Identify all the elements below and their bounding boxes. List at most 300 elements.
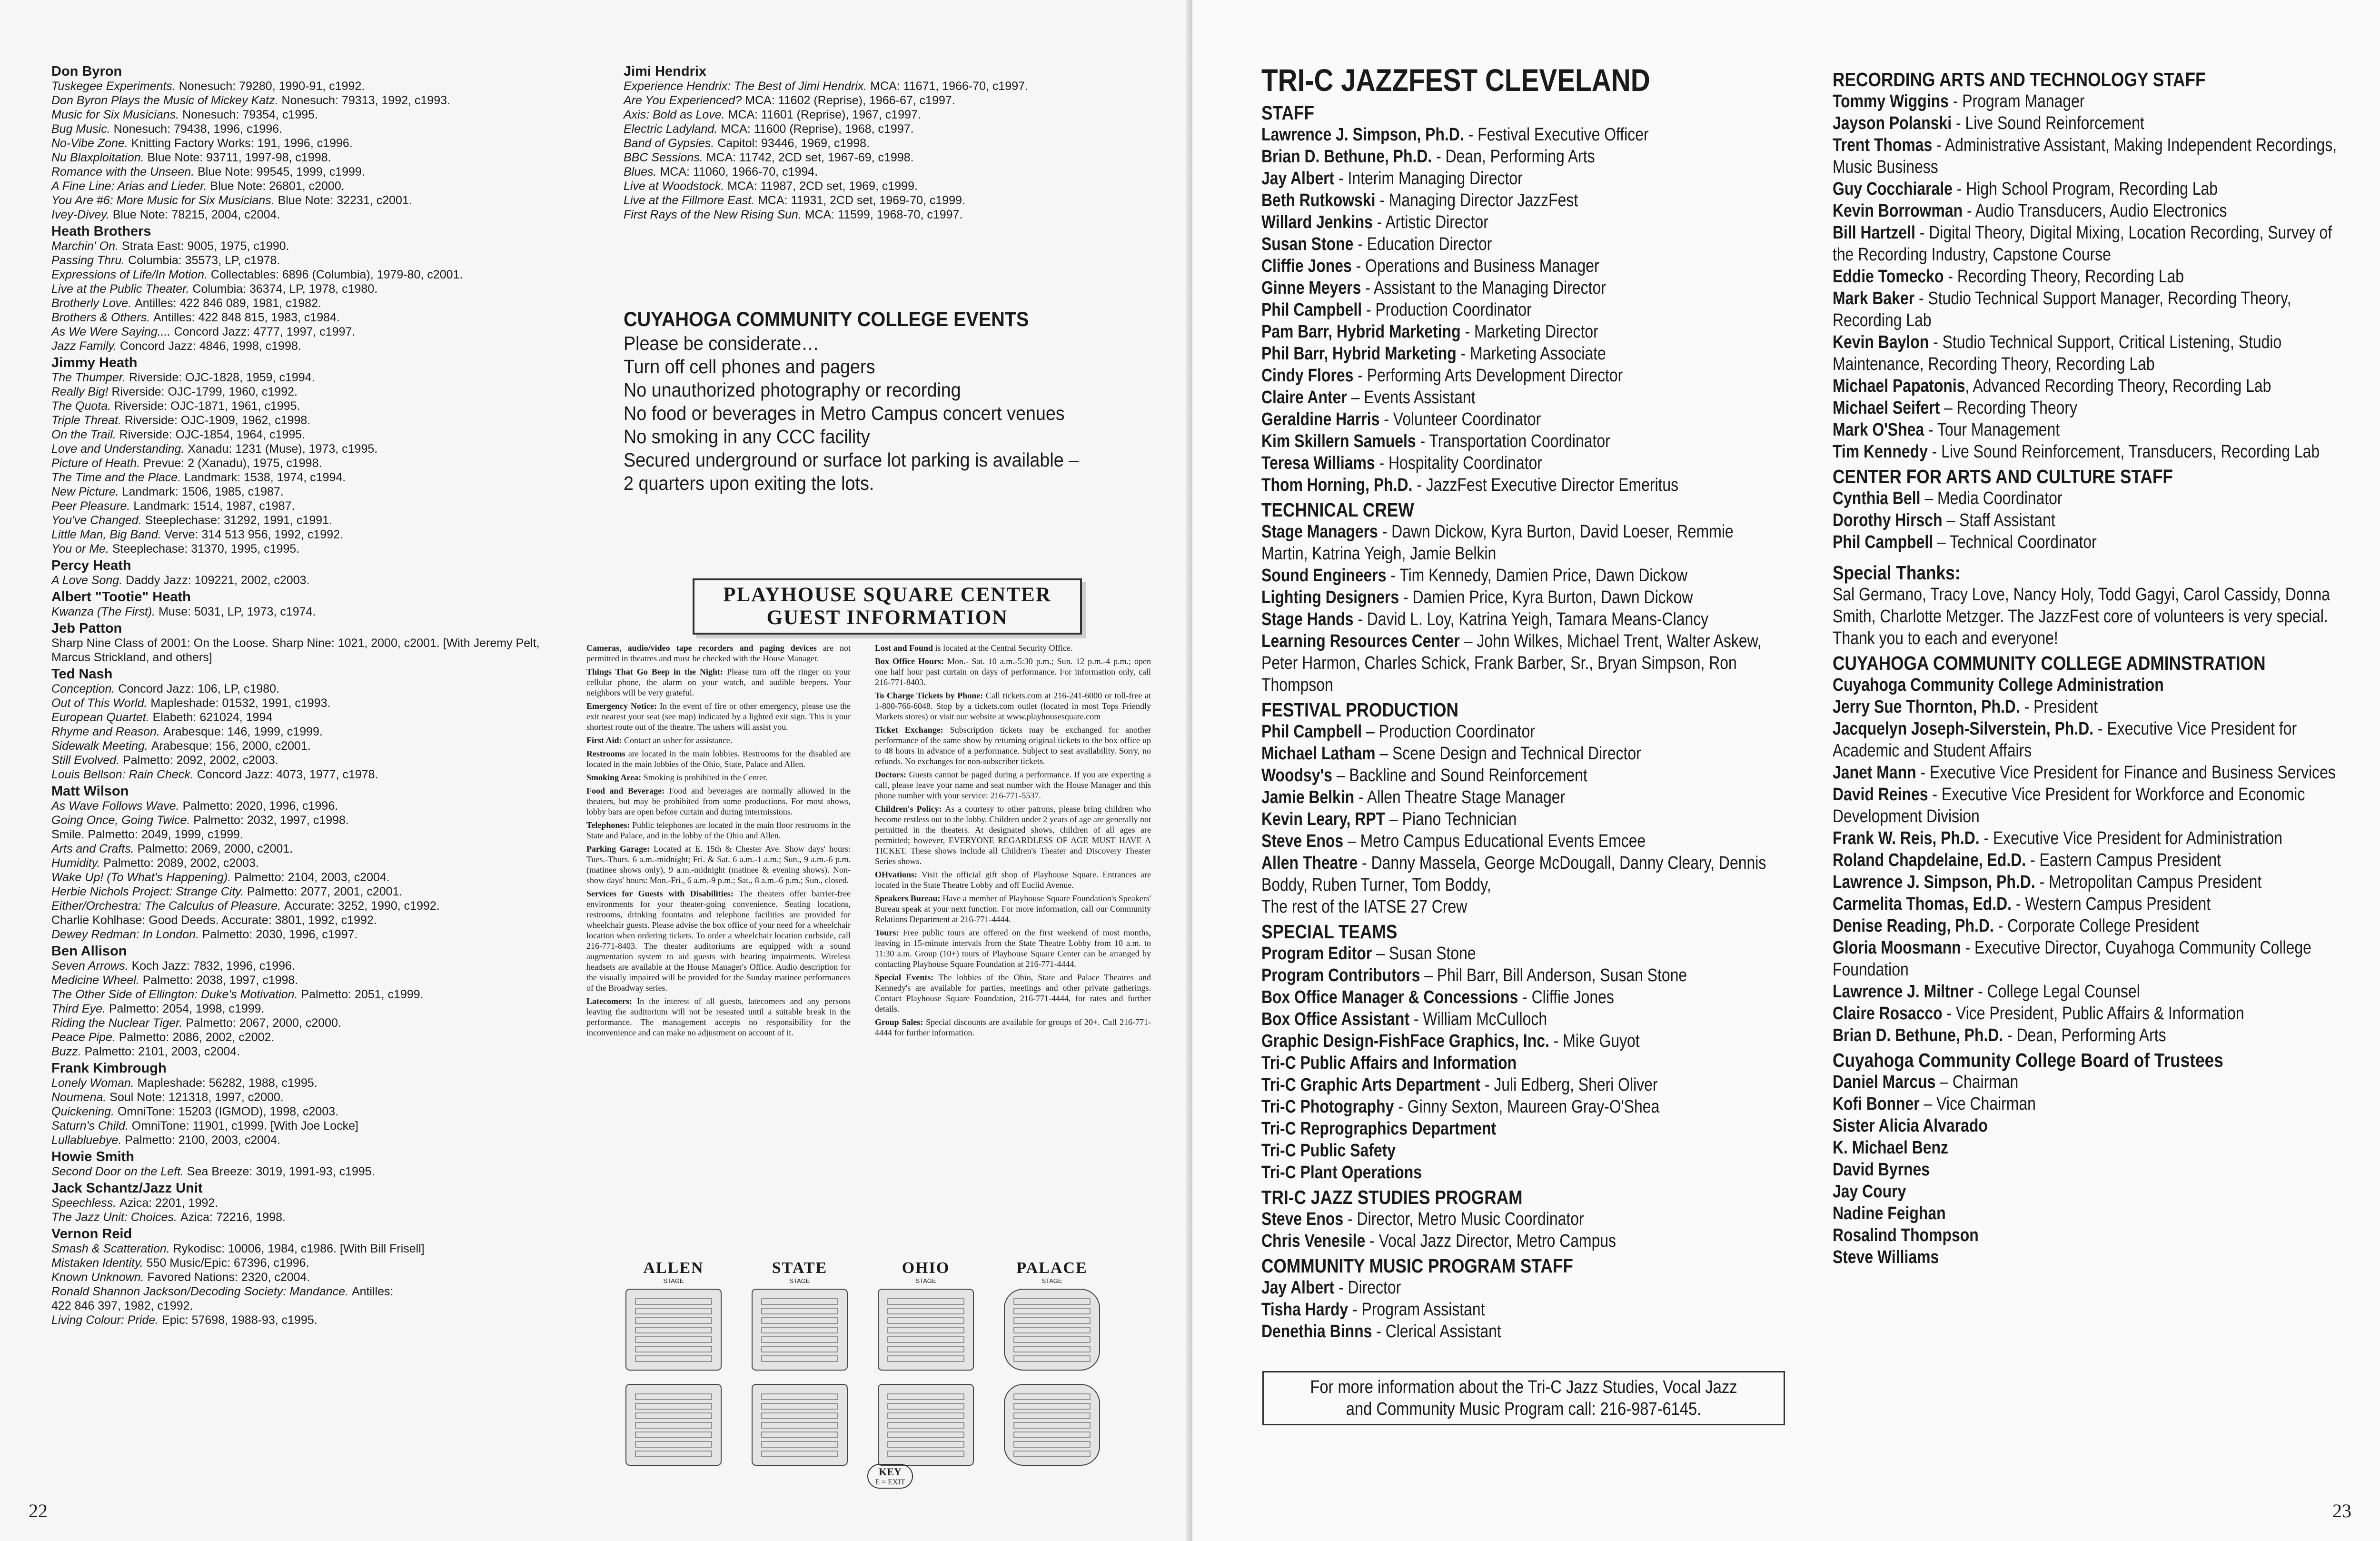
discography-entry [51,1299,604,1313]
guest-info-heading: Box Office Hours: [875,656,947,666]
staff-entry [1261,1096,1775,1118]
staff-role: – Media Coordinator [1920,488,2063,508]
discography-entry [51,885,604,899]
staff-role: - Damien Price, Kyra Burton, Dawn Dickow [1399,587,1693,607]
album-title: BBC Sessions. [624,151,706,164]
guest-info-paragraph [586,820,851,841]
staff-entry [1261,189,1775,211]
staff-name: Trent Thomas [1833,135,1933,155]
album-details: Palmetto: 2020, 1996, c1996. [182,799,338,813]
album-title: Don Byron Plays the Music of Mickey Katz. [51,94,282,107]
album-title: Expressions of Life/In Motion. [51,268,211,281]
album-title: Live at the Fillmore East. [624,194,758,207]
album-details: Palmetto: 2089, 2002, c2003. [103,856,259,870]
staff-entry [1833,288,2351,331]
staff-name: Phil Campbell [1833,532,1934,552]
staff-role: - Education Director [1353,234,1492,254]
stage-label: STAGE [915,1277,936,1284]
staff-entry [1261,255,1775,277]
staff-name: Teresa Williams [1261,453,1375,473]
staff-name: Brian D. Bethune, Ph.D. [1261,147,1432,167]
album-details: Palmetto: 2077, 2001, c2001. [247,885,403,898]
seating-diagram [743,1284,857,1475]
discography-entry [51,1104,604,1119]
discography-entry [624,79,1147,93]
staff-role: – Scene Design and Technical Director [1375,744,1641,764]
album-title: As Wave Follows Wave. [51,799,183,813]
section-heading: Cuyahoga Community College Board of Trustees [1833,1049,2223,1071]
album-details: Riverside: OJC-1854, 1964, c1995. [119,428,306,441]
staff-entry [1261,277,1775,299]
guest-info-text: Public telephones are located in the main floor restrooms in the State and Palace, and in the lobby of the Ohio and Allen. [586,820,851,840]
album-title: Brothers & Others. [51,311,153,324]
staff-entry [1833,112,2351,134]
album-details: Palmetto: 2069, 2000, c2001. [137,842,293,855]
staff-entry [1833,1203,2351,1224]
album-title: Quickening. [51,1105,118,1118]
album-title: You or Me. [51,542,112,556]
discography-entry [51,1090,604,1104]
album-title: Experience Hendrix: The Best of Jimi Hendrix. [624,80,871,93]
guest-info-paragraph [586,643,851,664]
staff-name: Denise Reading, Ph.D. [1833,916,1994,936]
guest-info-text: Special discounts are available for groups of 20+. Call 216-771-4444 for further information. [875,1017,1151,1037]
album-details: 422 846 397, 1982, c1992. [51,1299,193,1312]
album-details: MCA: 11601 (Reprise), 1967, c1997. [728,108,921,121]
guest-info-text: Subscription tickets may be exchanged for another performance of the same show by returning original tickets to the box office up to 48 hours in advance of a performance. Subject to seat availability. Sorry, no refunds. No exchanges for non-subscriber tickets. [875,725,1151,766]
album-title: Smash & Scatteration. [51,1242,173,1255]
album-details: Blue Note: 93711, 1997-98, c1998. [147,151,331,164]
album-details: Nonesuch: 79354, c1995. [182,108,318,121]
staff-name: Phil Barr, Hybrid Marketing [1261,344,1457,364]
staff-role: - Program Assistant [1348,1300,1485,1320]
staff-entry [1261,1277,1775,1299]
album-details: Blue Note: 26801, c2000. [210,179,345,193]
album-details: Palmetto: 2038, 1997, c1998. [142,974,298,987]
staff-name: Cuyahoga Community College Administration [1833,675,2164,695]
staff-role: , Advanced Recording Theory, Recording Lab [1965,376,2271,396]
staff-name: Geraldine Harris [1261,409,1380,429]
staff-name: Eddie Tomecko [1833,267,1944,287]
staff-role: - Interim Managing Director [1334,169,1523,189]
guest-info-paragraph [875,690,1151,722]
discography-entry [51,739,604,753]
staff-entry [1261,565,1775,587]
staff-name: Sister Alicia Alvarado [1833,1116,1988,1136]
staff-entry [1833,893,2351,915]
staff-entry [1261,743,1775,765]
staff-name: Graphic Design-FishFace Graphics, Inc. [1261,1031,1549,1051]
staff-role: - Assistant to the Managing Director [1361,278,1606,298]
staff-entry [1833,1115,2351,1137]
staff-role: - Vice President, Public Affairs & Information [1942,1004,2244,1024]
album-title: Either/Orchestra: The Calculus of Pleasure. [51,899,285,913]
staff-entry [1261,124,1775,146]
discography-entry [51,973,604,987]
discography-entry [51,399,604,413]
guest-info-text: Located at E. 15th & Chester Ave. Show days' hours: Tues.-Thurs. 6 a.m.-midnight; Fri. & Sat. 6 a.m.-1 a.m.; Sun., 9 a.m.-6 p.m. (matinee shows only), 9 a.m.-midnight (matinee & evening shows). Non-show days' hours: Mon.-Fri., 6 a.m.-9 p.m.; Sat., 8 a.m.-6 p.m.; Sun., closed. [586,844,851,885]
album-details: Palmetto: 2054, 1998, c1999. [109,1002,265,1015]
staff-name: Claire Rosacco [1833,1004,1943,1024]
album-title: Known Unknown. [51,1271,148,1284]
discography-entry [51,1284,604,1299]
discography-entry [51,987,604,1002]
cuyahoga-events-title: CUYAHOGA COMMUNITY COLLEGE EVENTS [624,308,1029,331]
staff-role: – Production Coordinator [1362,722,1535,742]
discography-entry [624,193,1147,208]
staff-role: - Volunteer Coordinator [1379,409,1541,429]
artist-name: Don Byron [51,64,122,79]
info-box-line1: For more information about the Tri-C Jazz Studies, Vocal Jazz [1310,1377,1737,1397]
album-title: Ivey-Divey. [51,208,113,221]
discography-entry [51,193,604,208]
staff-role: - Marketing Director [1460,322,1598,342]
guest-info-paragraph [586,772,851,783]
discography-entry [624,208,1147,222]
album-title: Are You Experienced? [624,94,745,107]
album-details: Columbia: 35573, LP, c1978. [128,254,280,267]
album-title: Live at Woodstock. [624,179,728,193]
album-title: Peace Pipe. [51,1031,119,1044]
album-title: The Jazz Unit: Choices. [51,1211,180,1224]
guest-info-text: Call tickets.com at 216-241-6000 or toll-free at 1-800-766-6048. Stop by a tickets.com outlet (located in most Tops Friendly Markets stores) or visit our website at www.playhousesquare.com [875,691,1151,721]
staff-entry [1833,441,2351,463]
guest-info-heading: Parking Garage: [586,844,654,854]
album-title: Going Once, Going Twice. [51,814,194,827]
event-rule: Turn off cell phones and pagers [624,356,875,378]
album-title: Ronald Shannon Jackson/Decoding Society: Mandance. [51,1285,352,1298]
album-title: Brotherly Love. [51,297,135,310]
staff-role: - Tim Kennedy, Damien Price, Dawn Dickow [1386,566,1688,586]
staff-name: Box Office Manager & Concessions [1261,987,1518,1007]
staff-role: - William McCulloch [1409,1009,1547,1029]
album-title: Jazz Family. [51,339,120,353]
album-details: MCA: 11987, 2CD set, 1969, c1999. [727,179,918,193]
artist-name: Jimmy Heath [51,355,138,370]
album-title: Medicine Wheel. [51,974,143,987]
staff-entry [1833,784,2351,827]
staff-entry [1833,1024,2351,1046]
staff-role: - Marketing Associate [1456,344,1606,364]
staff-entry [1261,1118,1775,1140]
album-title: Passing Thru. [51,254,129,267]
staff-name: Frank W. Reis, Ph.D. [1833,828,1980,848]
album-title: Axis: Bold as Love. [624,108,728,121]
discography-entry [51,385,604,399]
album-title: New Picture. [51,485,122,498]
guest-info-heading: Lost and Found [875,643,935,653]
staff-entry [1261,852,1775,896]
artist-name: Frank Kimbrough [51,1061,167,1076]
album-title: Arts and Crafts. [51,842,138,855]
album-details: Sharp Nine Class of 2001: On the Loose. Sharp Nine: 1021, 2000, c2001. [With Jeremy Pelt, [51,636,540,650]
staff-entry [1261,343,1775,365]
album-details: Favored Nations: 2320, c2004. [147,1271,310,1284]
staff-role: - College Legal Counsel [1973,982,2140,1002]
guest-info-heading: Smoking Area: [586,773,644,782]
special-thanks-text: Sal Germano, Tracy Love, Nancy Holy, Todd Gagyi, Carol Cassidy, Donna Smith, Charlotte Metzger. The JazzFest core of volunteers is very special. Thank you to each and everyone! [1833,585,2330,648]
section-heading: SPECIAL TEAMS [1261,921,1398,943]
section-heading: TECHNICAL CREW [1261,499,1414,521]
discography-entry [624,108,1147,122]
staff-entry [1261,721,1775,743]
discography-entry [51,959,604,973]
staff-name: Stage Hands [1261,609,1354,629]
album-details: Epic: 57698, 1988-93, c1995. [162,1313,317,1327]
cuyahoga-events [624,307,1147,495]
staff-name: Denethia Binns [1261,1322,1372,1342]
guest-info-paragraph [875,656,1151,687]
staff-entry [1833,90,2351,112]
discography-entry [51,413,604,428]
staff-entry [1261,1162,1775,1183]
stage-label: STAGE [663,1277,684,1284]
staff-role: – Events Assistant [1347,388,1476,408]
album-details: Nonesuch: 79280, 1990-91, c1992. [178,80,365,93]
staff-role: - Performing Arts Development Director [1353,366,1623,386]
discography-entry [51,696,604,710]
discography-entry [51,682,604,696]
staff-name: Beth Rutkowski [1261,190,1376,210]
album-details: Smile. Palmetto: 2049, 1999, c1999. [51,828,244,841]
guest-info-heading: Things That Go Beep in the Night: [586,667,727,676]
section-heading: COMMUNITY MUSIC PROGRAM STAFF [1261,1255,1573,1277]
discography-entry [51,268,604,282]
album-details: Palmetto: 2030, 1996, c1997. [202,928,358,941]
album-title: Peer Pleasure. [51,499,134,513]
theater-name: OHIO [902,1259,950,1277]
staff-name: Guy Cocchiarale [1833,179,1953,199]
staff-role: - Executive Vice President for Academic and Student Affairs [1833,719,2297,761]
guest-info-heading: Restrooms [586,749,628,758]
staff-role: - Operations and Business Manager [1351,256,1599,276]
album-title: Romance with the Unseen. [51,165,198,179]
guest-info-paragraph [875,927,1151,969]
theater-name: ALLEN [643,1259,704,1277]
staff-role: – John Wilkes, Michael Trent, Walter Askew, Peter Harmon, Charles Schick, Frank Barber, Sr., Bryan Simpson, Ron Thompson [1261,631,1762,695]
discography-entry [51,499,604,513]
staff-name: Mark O'Shea [1833,420,1924,440]
album-details: Palmetto: 2086, 2002, c2002. [119,1031,275,1044]
album-title: The Thumper. [51,371,129,384]
theater-map-state [743,1259,857,1477]
discography-entry [51,150,604,165]
album-details: Riverside: OJC-1909, 1962, c1998. [124,414,311,427]
album-details: Steeplechase: 31292, 1991, c1991. [145,514,332,527]
discography-entry [51,725,604,739]
staff-entry [1261,1074,1775,1096]
staff-name: Woodsy's [1261,766,1332,785]
staff-entry [1833,762,2351,784]
section-heading: TRI-C JAZZ STUDIES PROGRAM [1261,1186,1523,1208]
staff-role: – Piano Technician [1385,809,1517,829]
album-details: Columbia: 36374, LP, 1978, c1980. [192,282,378,296]
theater-name: PALACE [1016,1259,1088,1277]
staff-name: Tri-C Graphic Arts Department [1261,1075,1480,1095]
discography-entry [51,827,604,842]
album-title: Riding the Nuclear Tiger. [51,1016,186,1030]
staff-name: Tommy Wiggins [1833,91,1949,111]
staff-name: Bill Hartzell [1833,223,1915,243]
staff-entry [1833,937,2351,981]
discography-entry [51,1196,604,1210]
staff-role: - High School Program, Recording Lab [1952,179,2218,199]
album-title: Speechless. [51,1196,120,1210]
discography-entry [51,370,604,385]
staff-name: Tri-C Reprographics Department [1261,1119,1497,1139]
album-title: You've Changed. [51,514,145,527]
staff-entry [1261,233,1775,255]
staff-name: Janet Mann [1833,763,1916,783]
staff-name: Cliffie Jones [1261,256,1352,276]
staff-role: - Studio Technical Support, Critical Listening, Studio Maintenance, Recording Theory, Recording Lab [1833,332,2282,374]
album-details: Antilles: 422 848 815, 1983, c1984. [153,311,340,324]
discography-entry [51,179,604,193]
guest-info-paragraph [875,893,1151,925]
staff-role: - Production Coordinator [1362,300,1532,320]
discography-entry [51,767,604,782]
artist-name: Matt Wilson [51,784,129,799]
section-heading: STAFF [1261,102,1314,124]
staff-role: – Vice Chairman [1919,1094,2036,1114]
event-rule: 2 quarters upon exiting the lots. [624,472,874,494]
staff-name: David Byrnes [1833,1160,1930,1180]
staff-role: - Ginny Sexton, Maureen Gray-O'Shea [1394,1097,1660,1117]
album-title: Blues. [624,165,660,179]
discography-entry [51,542,604,556]
staff-name: Kevin Baylon [1833,332,1929,352]
staff-name: Cindy Flores [1261,366,1354,386]
guest-info-text: Smoking is prohibited in the Center. [643,773,768,782]
album-details: Antilles: [351,1285,394,1298]
discography-entry [51,842,604,856]
guest-info-paragraph [875,804,1151,866]
staff-entry [1833,827,2351,849]
staff-entry [1833,222,2351,266]
staff-role: - Studio Technical Support Manager, Recording Theory, Recording Lab [1833,288,2291,330]
discography-entry [51,513,604,527]
guest-info-text: In the interest of all guests, latecomers and any persons leaving the auditorium will not be reseated until a suitable break in the performance. The management accepts no responsibility for the inconvenience and can make no adjustment on account of it. [586,996,851,1037]
artist-name: Ted Nash [51,666,113,682]
album-details: MCA: 11742, 2CD set, 1967-69, c1998. [706,151,914,164]
staff-role: - Executive Vice President for Finance and Business Services [1916,763,2336,783]
guest-info-paragraph [586,735,851,746]
album-details: Nonesuch: 79438, 1996, c1996. [113,122,283,136]
album-title: Buzz. [51,1045,85,1058]
staff-entry [1833,674,2351,696]
album-details: Concord Jazz: 4846, 1998, c1998. [120,339,301,353]
staff-entry [1261,765,1775,786]
section-heading: CENTER FOR ARTS AND CULTURE STAFF [1833,466,2173,487]
staff-entry [1833,200,2351,222]
hendrix-discography [624,62,1147,222]
staff-name: Susan Stone [1261,234,1354,254]
staff-entry [1261,521,1775,565]
guest-info-text: Have a member of Playhouse Square Foundation's Speakers' Bureau speak at your next function. For more information, call our Community Relations Department at 216-771-4444. [875,894,1151,924]
staff-role: - Executive Vice President for Workforce and Economic Development Division [1833,785,2305,826]
guest-info-paragraph [875,769,1151,801]
staff-entry [1833,696,2351,718]
discography-entry [51,636,604,650]
staff-entry [1833,375,2351,397]
artist-name: Albert "Tootie" Heath [51,589,191,605]
staff-name: Dorothy Hirsch [1833,510,1943,530]
discography-entry [51,1119,604,1133]
album-details: Riverside: OJC-1871, 1961, c1995. [114,399,300,413]
staff-name: Box Office Assistant [1261,1009,1410,1029]
album-details: Mapleshade: 01532, 1991, c1993. [150,696,331,710]
staff-entry [1833,915,2351,937]
discography-entry [51,1270,604,1284]
playhouse-title-line1: PLAYHOUSE SQUARE CENTER [723,584,1051,606]
staff-entry [1833,178,2351,200]
album-title: The Quota. [51,399,115,413]
special-thanks-heading: Special Thanks: [1833,562,1961,584]
album-title: European Quartet. [51,711,153,724]
playhouse-title-box [693,578,1082,635]
staff-role: - Digital Theory, Digital Mixing, Location Recording, Survey of the Recording Industry, Capstone Course [1833,223,2332,265]
page-number-right: 23 [2332,1500,2351,1521]
discography-entry [51,913,604,927]
staff-name: Michael Papatonis [1833,376,1965,396]
album-title: Conception. [51,682,119,696]
staff-entry [1833,1159,2351,1181]
album-details: Nonesuch: 79313, 1992, c1993. [281,94,450,107]
staff-role: - Hospitality Coordinator [1375,453,1542,473]
staff-name: Tri-C Public Affairs and Information [1261,1053,1517,1073]
discography-entry [624,136,1147,150]
album-title: Nu Blaxploitation. [51,151,148,164]
album-title: Herbie Nichols Project: Strange City. [51,885,247,898]
key-text: E = EXIT [875,1478,905,1486]
staff-entry [1261,1030,1775,1052]
staff-entry [1833,331,2351,375]
discography-entry [51,253,604,268]
discography-entry [51,927,604,942]
discography-entry [51,296,604,310]
staff-name: Rosalind Thompson [1833,1225,1979,1245]
album-title: Lullabluebye. [51,1133,125,1147]
artist-name: Jeb Patton [51,621,122,636]
staff-entry [1261,630,1775,696]
guest-info-heading: Ticket Exchange: [875,725,950,735]
stage-label: STAGE [789,1277,810,1284]
guest-info-paragraph [586,748,851,769]
staff-entry [1261,387,1775,408]
artist-name: Jimi Hendrix [624,64,707,79]
album-details: Antilles: 422 846 089, 1981, c1982. [135,297,322,310]
staff-role: – Recording Theory [1940,398,2077,418]
album-details: Palmetto: 2067, 2000, c2000. [186,1016,341,1030]
guest-info-heading: Children's Policy: [875,804,945,814]
staff-entry [1261,986,1775,1008]
album-details: Steeplechase: 31370, 1995, c1995. [112,542,300,556]
discography-entry [51,856,604,870]
staff-entry [1261,474,1775,496]
album-details: Sea Breeze: 3019, 1991-93, c1995. [187,1165,375,1178]
album-title: Band of Gypsies. [624,137,718,150]
album-details: MCA: 11671, 1966-70, c1997. [870,80,1028,93]
staff-entry [1261,299,1775,321]
album-details: Marcus Strickland, and others] [51,651,212,664]
staff-name: Phil Campbell [1261,300,1362,320]
staff-name: Kofi Bonner [1833,1094,1920,1114]
album-title: Electric Ladyland. [624,122,721,136]
guest-info-text: The lobbies of the Ohio, State and Palace Theatres and Kennedy's are available for parties, meetings and other private gatherings. Contact Playhouse Square Foundation, 216-771-4444, for rates and further details. [875,973,1151,1014]
staff-role: – Technical Coordinator [1933,532,2097,552]
staff-name: Steve Enos [1261,1209,1344,1229]
album-details: Blue Note: 78215, 2004, c2004. [112,208,280,221]
